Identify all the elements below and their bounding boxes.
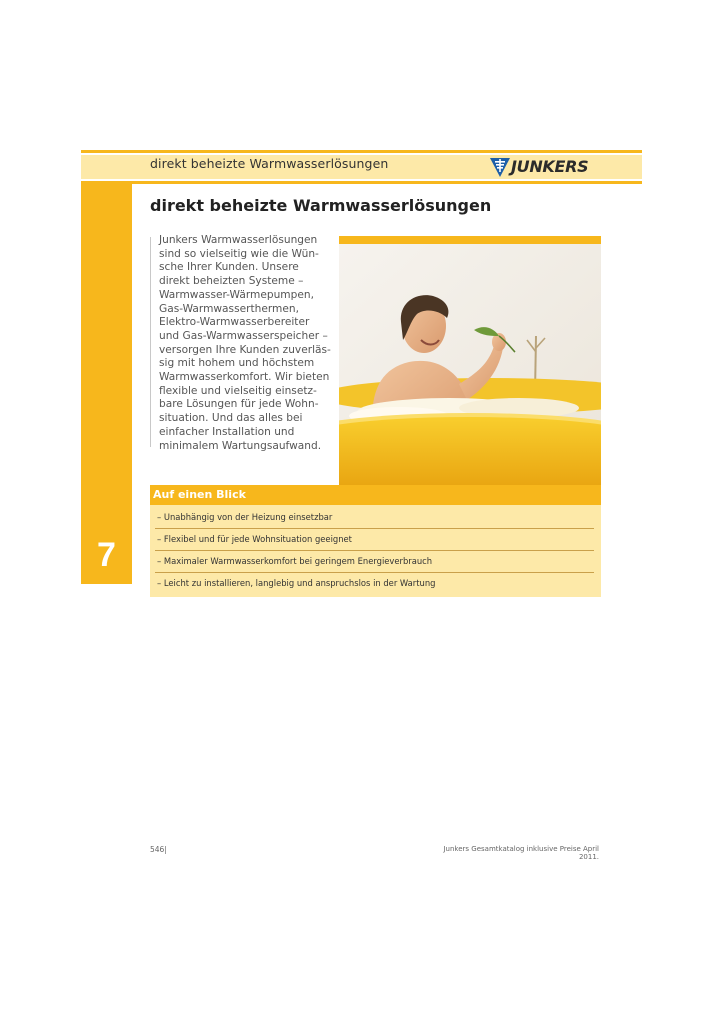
photo-accent-strip <box>339 236 601 244</box>
intro-line: Warmwasserkomfort. Wir bieten <box>159 371 330 384</box>
list-item: – Maximaler Warmwasserkomfort bei geringem Energieverbrauch <box>155 551 594 573</box>
chapter-sidebar <box>81 184 132 584</box>
intro-line: situation. Und das alles bei <box>159 412 303 425</box>
chapter-number: 7 <box>97 536 116 574</box>
intro-line: flexible und vielseitig einsetz- <box>159 384 317 397</box>
page-number: 546| <box>150 845 167 854</box>
intro-text <box>159 234 337 453</box>
intro-line: Junkers Warmwasserlösungen <box>159 234 318 246</box>
junkers-emblem-icon <box>489 156 511 178</box>
intro-line: sig mit hohem und höchstem <box>159 357 315 370</box>
intro-line: direkt beheizten Systeme – <box>159 275 304 288</box>
list-item: – Leicht zu installieren, langlebig und anspruchslos in der Wartung <box>157 578 436 588</box>
bathtub-photo <box>339 244 601 485</box>
glance-list <box>155 507 594 595</box>
intro-line: Elektro-Warmwasserbereiter <box>159 316 310 329</box>
intro-rule <box>150 237 151 447</box>
intro-line: Warmwasser-Wärmepumpen, <box>159 288 314 301</box>
list-item: – Unabhängig von der Heizung einsetzbar <box>155 507 594 529</box>
page-title: direkt beheizte Warmwasserlösungen <box>150 196 492 215</box>
intro-line: Gas-Warmwasserthermen, <box>159 302 299 315</box>
junkers-logo <box>489 156 603 178</box>
intro-line: sche Ihrer Kunden. Unsere <box>159 261 299 274</box>
intro-line: sind so vielseitig wie die Wün- <box>159 247 319 260</box>
logo-wordmark: JUNKERS <box>511 157 589 176</box>
list-item: – Flexibel und für jede Wohnsituation geeignet <box>155 529 594 551</box>
intro-line: und Gas-Warmwasserspeicher – <box>159 329 328 342</box>
intro-line: versorgen Ihre Kunden zuverläs- <box>159 343 331 356</box>
intro-line: bare Lösungen für jede Wohn- <box>159 398 319 411</box>
glance-title: Auf einen Blick <box>153 488 246 501</box>
header-title: direkt beheizte Warmwasserlösungen <box>150 156 389 171</box>
catalog-note: Junkers Gesamtkatalog inklusive Preise April 2011. <box>443 845 599 861</box>
intro-line: einfacher Installation und <box>159 425 295 438</box>
intro-line: minimalem Wartungsaufwand. <box>159 439 322 452</box>
